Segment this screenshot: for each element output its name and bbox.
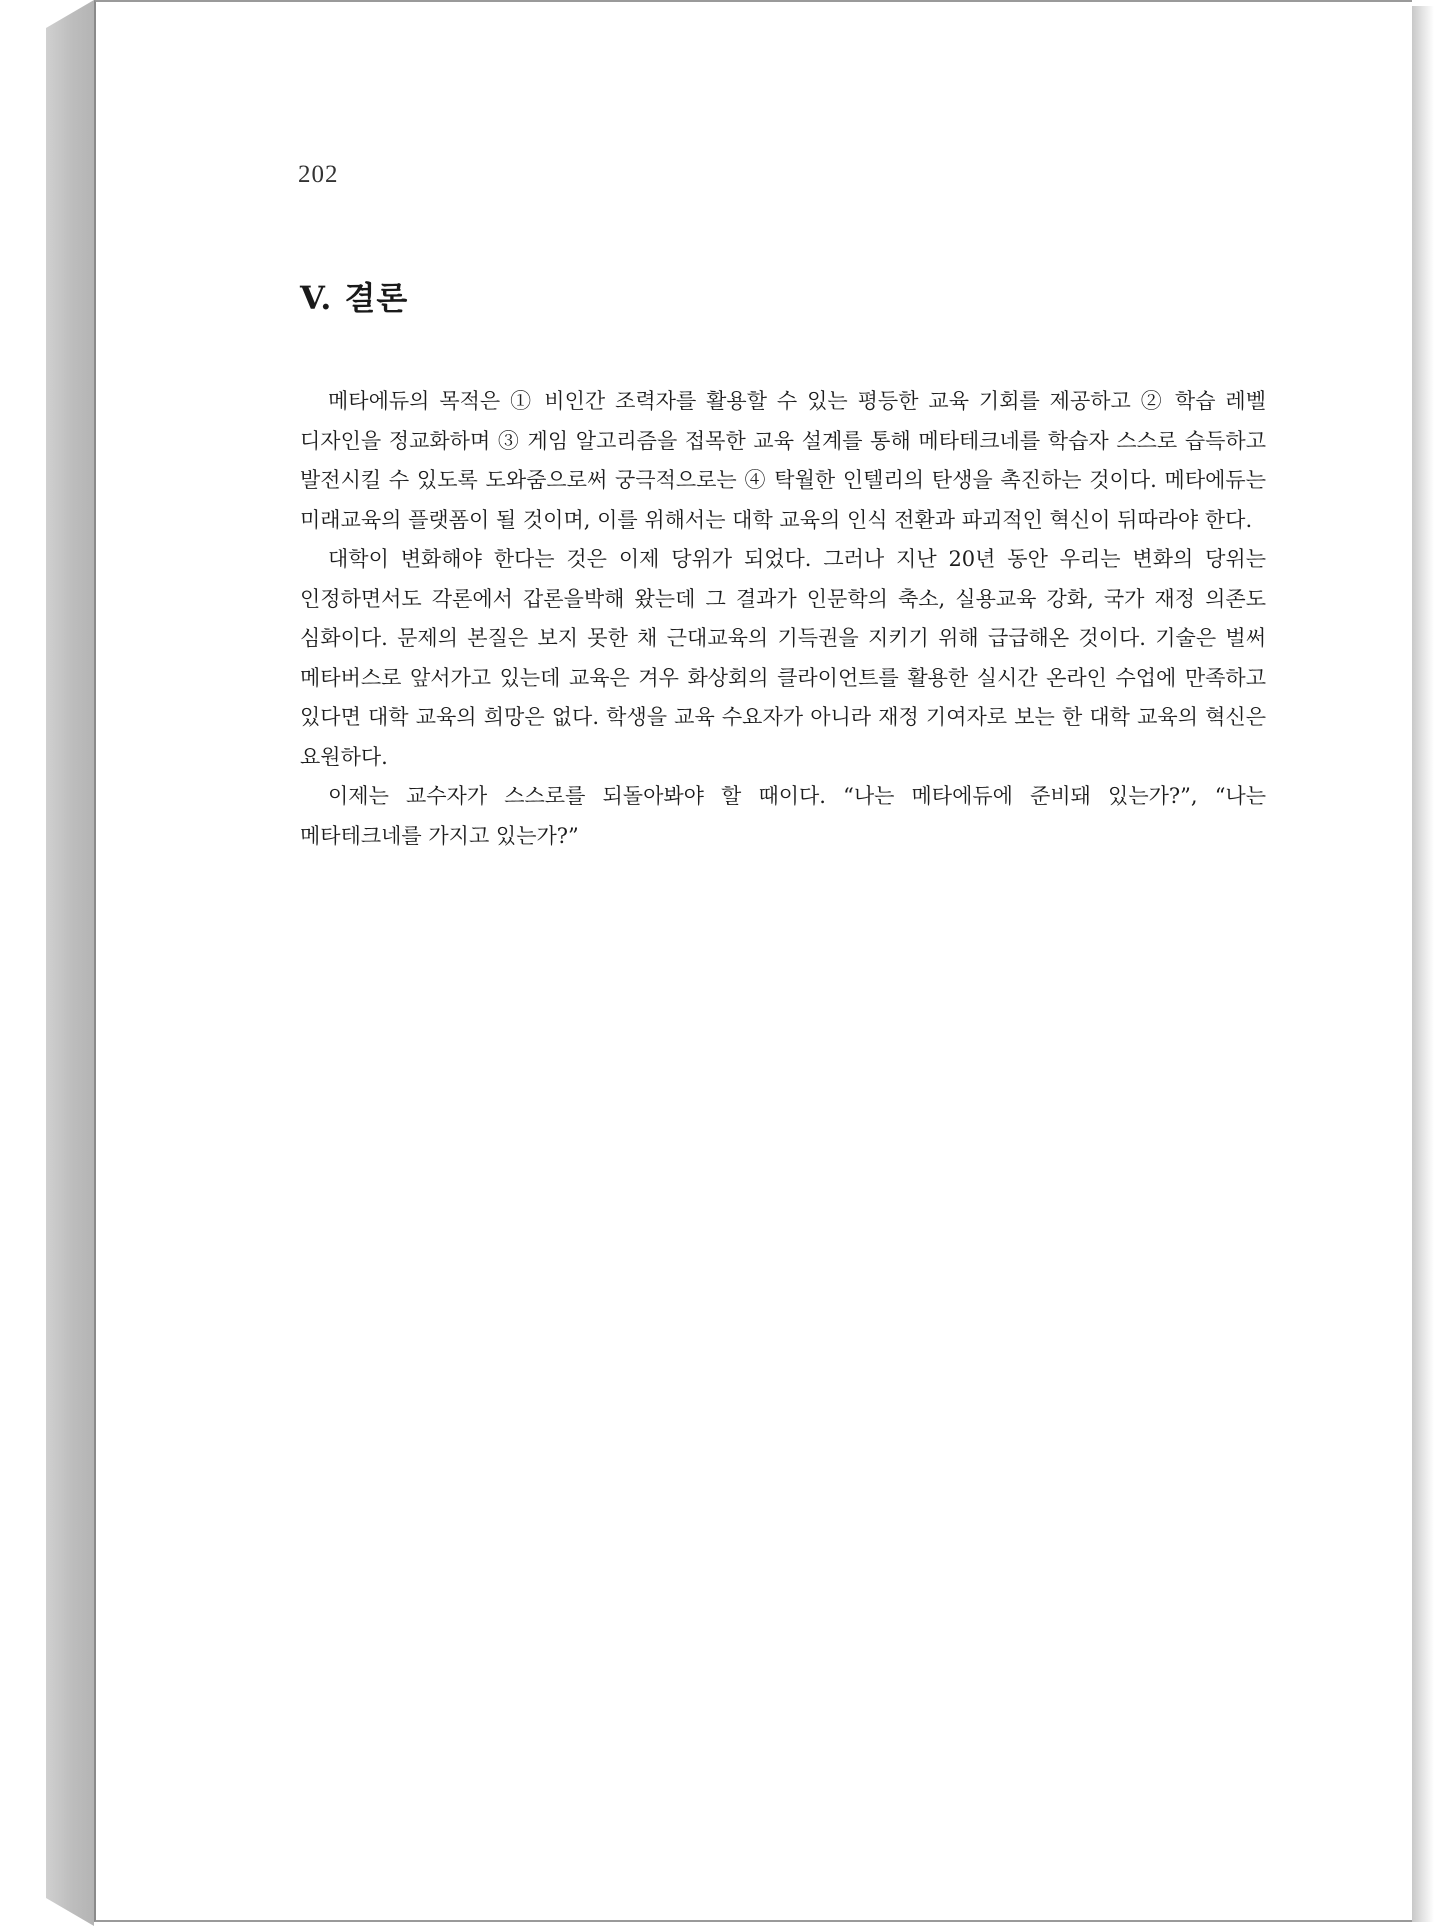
page-right-shadow (1412, 6, 1434, 1922)
page-number: 202 (298, 161, 339, 188)
paragraph: 메타에듀의 목적은 ① 비인간 조력자를 활용할 수 있는 평등한 교육 기회를 제공하고 ② 학습 레벨 디자인을 정교화하며 ③ 게임 알고리즘을 접목한 교육 설계를 통해 메타테크네를 학습자 스스로 습득하고 발전시킬 수 있도록 도와줌으로써 궁극적으로는 ④ 탁월한 인텔리의 탄생을 촉진하는 것이다. 메타에듀는 미래교육의 플랫폼이 될 것이며, 이를 위해서는 대학 교육의 인식 전환과 파괴적인 혁신이 뒤따라야 한다. (300, 389, 1266, 532)
body-text (300, 382, 1266, 856)
section-title: V. 결론 (300, 279, 409, 317)
paragraph: 대학이 변화해야 한다는 것은 이제 당위가 되었다. 그러나 지난 20년 동안 우리는 변화의 당위는 인정하면서도 각론에서 갑론을박해 왔는데 그 결과가 인문학의 축소, 실용교육 강화, 국가 재정 의존도 심화이다. 문제의 본질은 보지 못한 채 근대교육의 기득권을 지키기 위해 급급해온 것이다. 기술은 벌써 메타버스로 앞서가고 있는데 교육은 겨우 화상회의 클라이언트를 활용한 실시간 온라인 수업에 만족하고 있다면 대학 교육의 희망은 없다. 학생을 교육 수요자가 아니라 재정 기여자로 보는 한 대학 교육의 혁신은 요원하다. (300, 547, 1266, 769)
paragraph: 이제는 교수자가 스스로를 되돌아봐야 할 때이다. “나는 메타에듀에 준비돼 있는가?”, “나는 메타테크네를 가지고 있는가?” (300, 784, 1266, 848)
book-spine-edge (46, 0, 94, 1926)
book-page (94, 0, 1412, 1922)
